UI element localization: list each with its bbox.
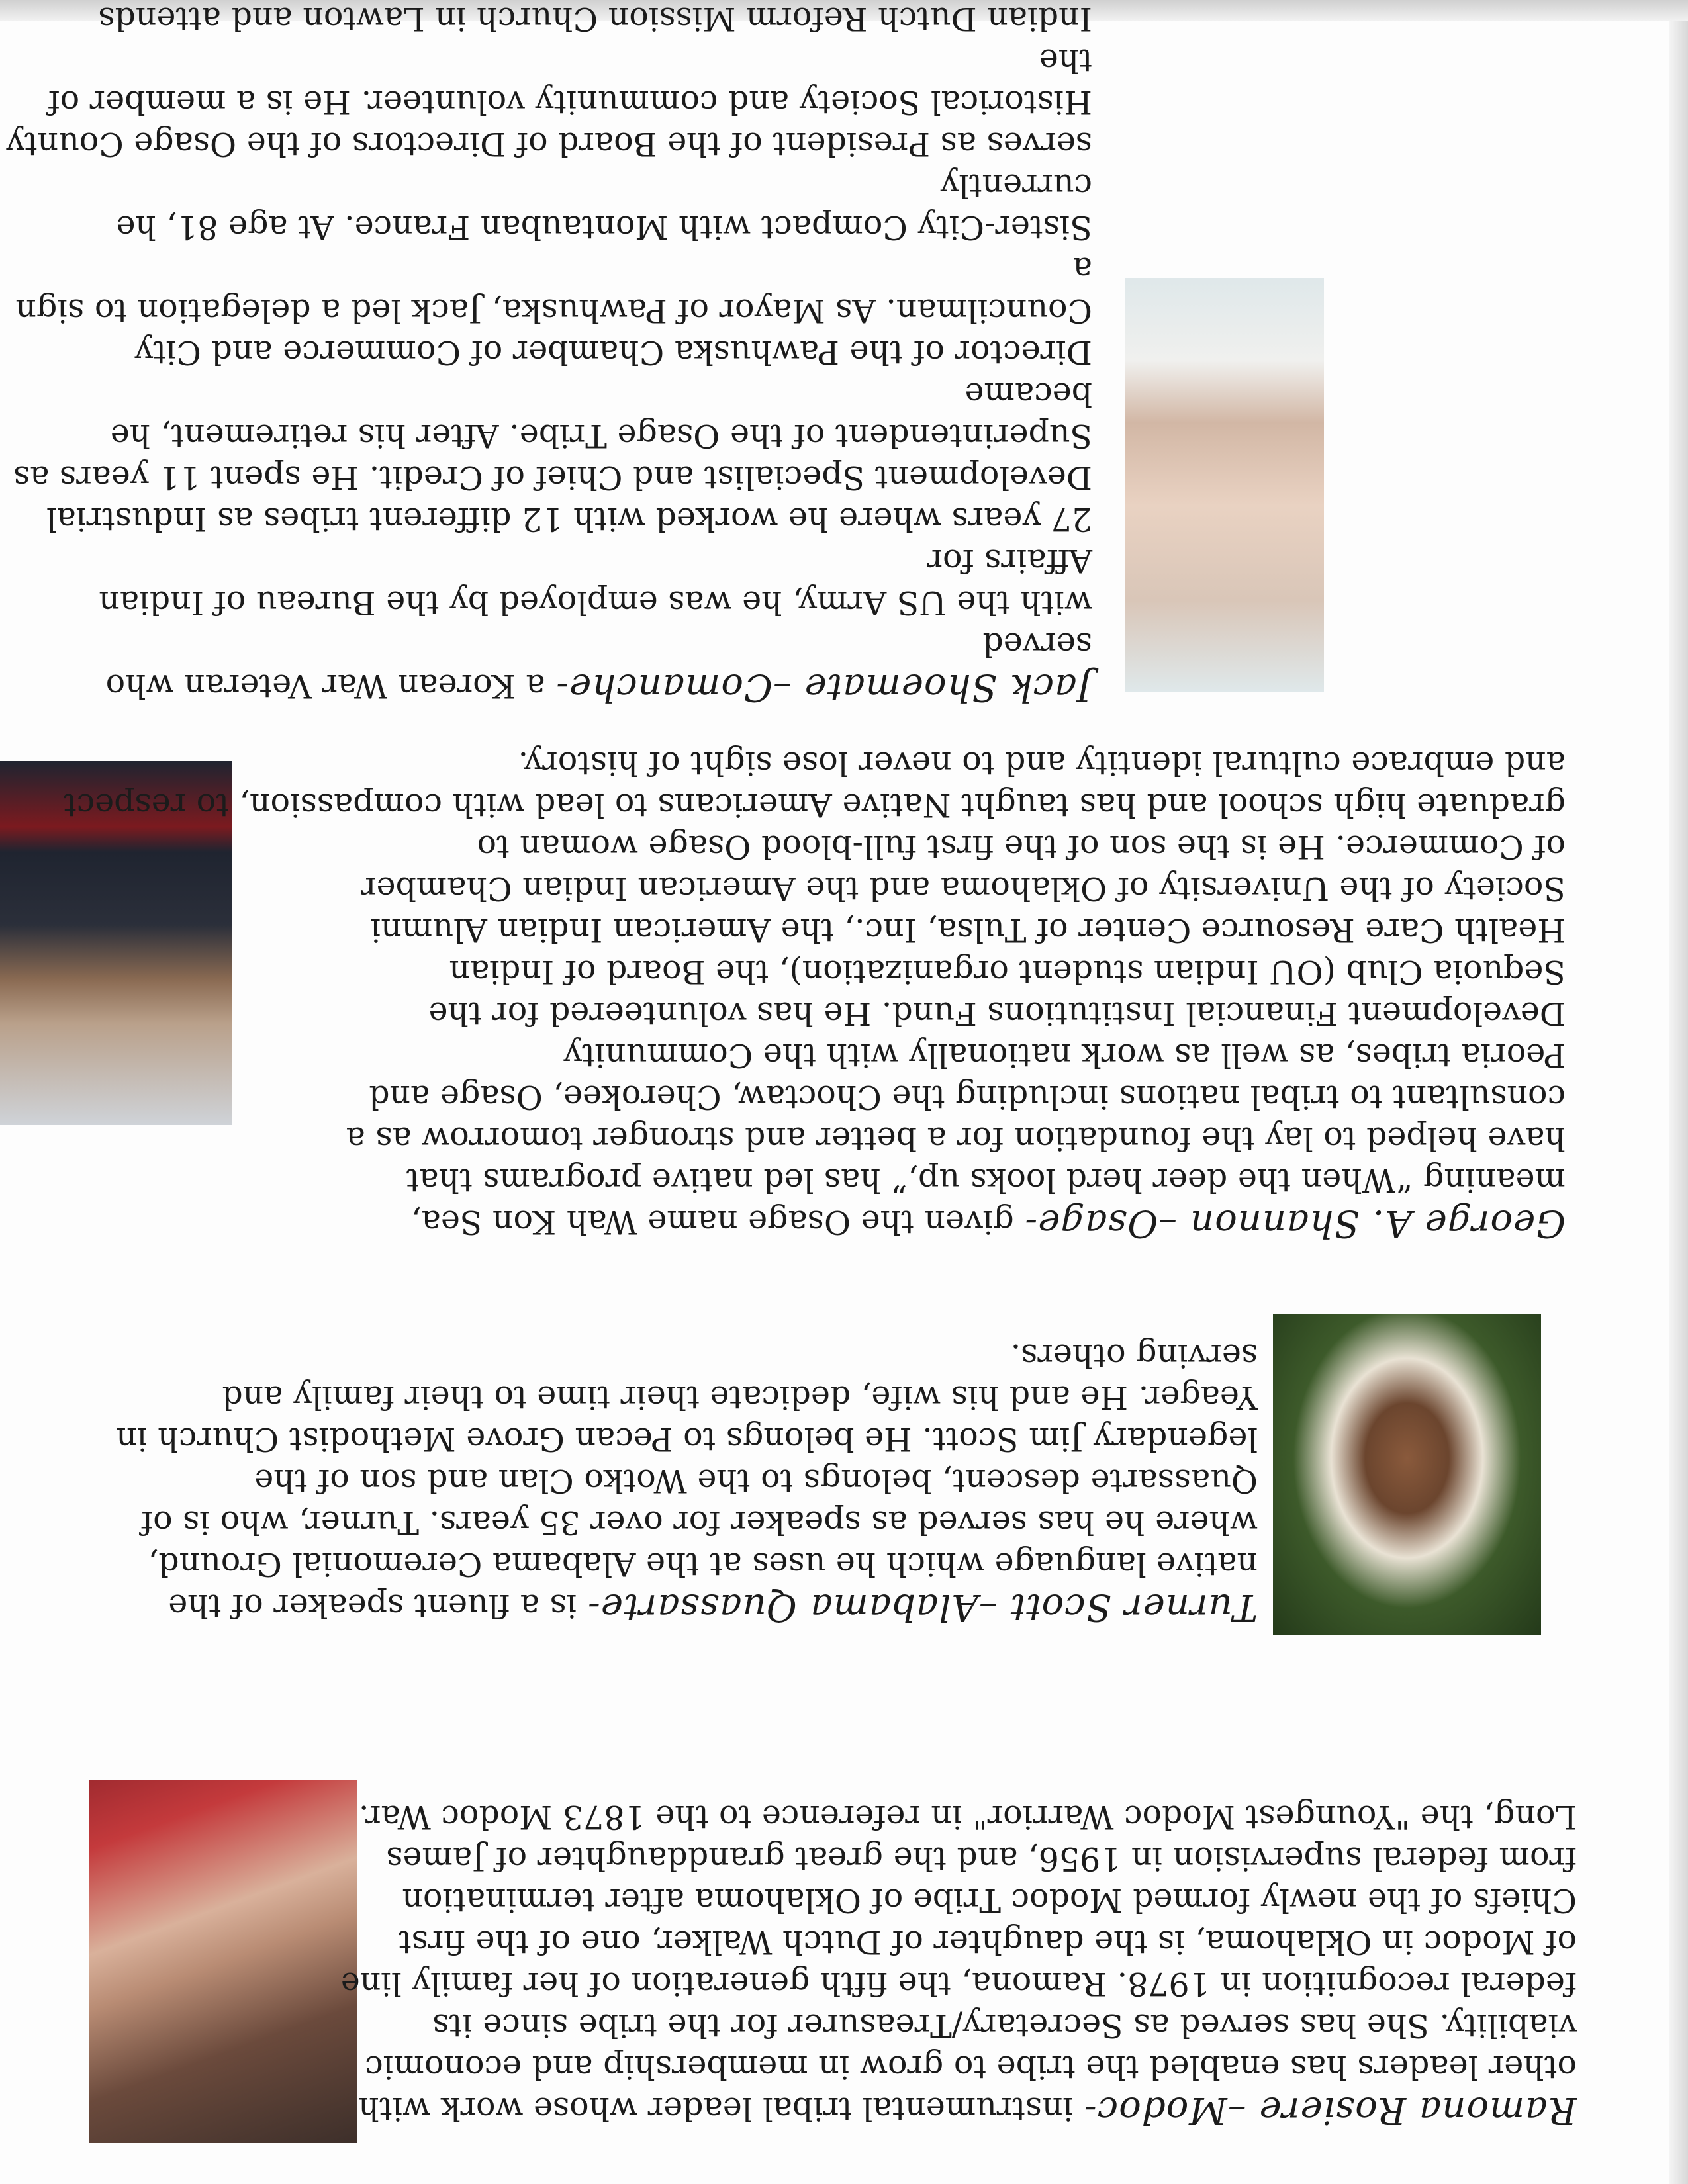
person-name: Jack Shoemate — [804, 666, 1092, 709]
tribe-label: –Alabama Quassarte- — [586, 1586, 1010, 1629]
portrait-jack-shoemate — [1125, 278, 1324, 692]
bio-ramona-rosiere: Ramona Rosiere –Modoc- instrumental tribal leader whose work with other leaders has enabled the tribe to grow in membership and economic viability. She has served as Secretary/Treasurer for the tribe since its federal recognition in 1978. Ramona, the fifth generation of her family line of Modoc in Oklahoma, is the daughter of Dutch Walker, one of the first Chiefs of the newly formed Modoc Tribe of Oklahoma after termination from federal supervision in 1956, and the great granddaughter of James Long, the "Youngest Modoc Warrior" in reference to the 1873 Modoc War. — [340, 1798, 1577, 2132]
person-name: George A. Shannon — [1190, 1202, 1566, 1245]
tribe-label: –Comanche- — [555, 666, 804, 709]
bio-george-shannon: George A. Shannon –Osage- given the Osage name Wah Kon Sea, meaning “When the deer herd looks up,” has led native programs that have helped to lay the foundation for a better and stronger tomorrow as a consultant to tribal nations including the Choctaw, Cherokee, Osage and Peoria tribes, as well as work nationally with the Community Development Financial Institutions Fund. He has volunteered for the Sequoia Club (OU Indian student organization), the Board of Indian Health Care Resource Center of Tulsa, Inc., the American Indian Alumni Society of the University of Oklahoma and the American Indian Chamber of Commerce. He is the son of the first full-blood Osage woman to graduate high school and has taught Native Americans to lead with compassion, to respect and embrace cultural identity and to never lose sight of history. — [63, 745, 1566, 1245]
bio-jack-shoemate: Jack Shoemate –Comanche- a Korean War Veteran who served with the US Army, he was employed by the Bureau of Indian Affairs for 27 years where he worked with 12 different tribes as Industrial Development Specialist and Chief of Credit. He spent 11 years as Superintendent of the Osage Tribe. After his retirement, he became Director of the Pawhuska Chamber of Commerce and City Councilman. As Mayor of Pawhuska, Jack led a delegation to sign a Sister-City Compact with Montauban France. At age 81, he currently serves as President of the Board of Directors of the Osage County Historical Society and community volunteer. He is a member of the Indian Dutch Reform Mission Church in Lawton and attends — [6, 0, 1092, 709]
portrait-turner-scott — [1273, 1314, 1541, 1635]
person-name: Ramona Rosiere — [1258, 2089, 1577, 2132]
bio-turner-scott: Turner Scott –Alabama Quassarte- is a fluent speaker of the native language which he uses at the Alabama Ceremonial Ground, where he has served as speaker for over 35 years. Turner, who is of Quassarte descent, belongs to the Wotko Clan and son of the legendary Jim Scott. He belongs to Pecan Grove Methodist Church in Yeager. He and his wife, dedicate their time to their family and serving others. — [116, 1337, 1258, 1629]
person-name: Turner Scott — [1009, 1586, 1258, 1629]
tribe-label: –Modoc- — [1083, 2089, 1259, 2132]
scan-shadow-left — [1669, 0, 1688, 2184]
tribe-label: –Osage- — [1024, 1202, 1190, 1245]
portrait-ramona-rosiere — [89, 1780, 357, 2143]
